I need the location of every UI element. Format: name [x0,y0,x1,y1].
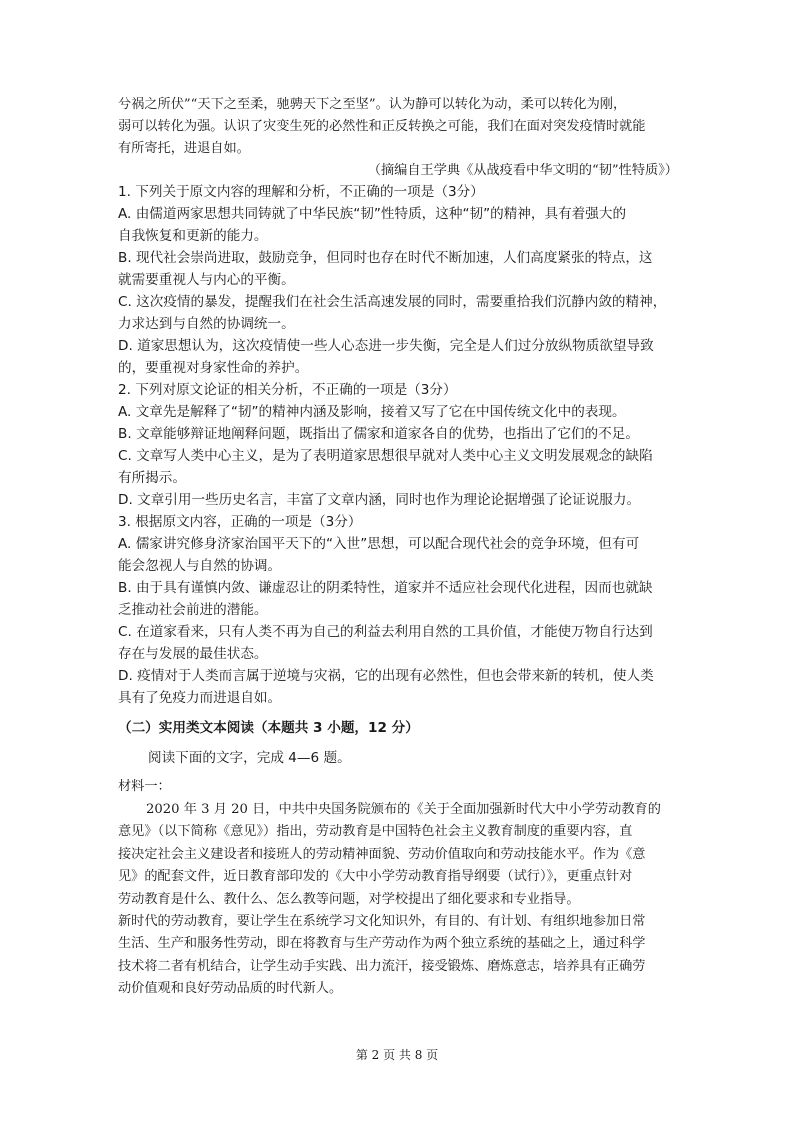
question-option: 就需要重视人与内心的平衡。 [118,272,295,288]
material-line: 劳动教育是什么、教什么、怎么教等问题，对学校提出了细化要求和专业指导。 [118,891,580,907]
question-option: C. 文章写人类中心主义，是为了表明道家思想很早就对人类中心主义文明发展观念的缺陷 [118,448,653,464]
question-stem: 1. 下列关于原文内容的理解和分析，不正确的一项是（3分） [118,184,484,200]
question-option: A. 由儒道两家思想共同铸就了中华民族“韧”性特质，这种“韧”的精神，具有着强大的 [118,206,627,222]
question-option: D. 疫情对于人类而言属于逆境与灾祸，它的出现有必然性，但也会带来新的转机，使人类 [118,668,654,684]
material-line: 技术将二者有机结合，让学生动手实践、出力流汗，接受锻炼、磨炼意志，培养具有正确劳 [118,958,646,974]
page-number: 第 2 页 共 8 页 [355,1048,439,1062]
question-stem: 2. 下列对原文论证的相关分析，不正确的一项是（3分） [118,382,457,398]
material-line: 新时代的劳动教育，要让学生在系统学习文化知识外，有目的、有计划、有组织地参加日常 [118,914,646,930]
question-option: 乏推动社会前进的潜能。 [118,602,268,618]
question-option: C. 在道家看来，只有人类不再为自己的利益去利用自然的工具价值，才能使万物自行达到 [118,624,653,640]
question-option: 自我恢复和更新的能力。 [118,228,268,244]
question-option: B. 现代社会崇尚进取，鼓励竞争，但同时也存在时代不断加速，人们高度紧张的特点，这 [118,250,653,266]
question-list [118,181,678,709]
material-line: 动价值观和良好劳动品质的时代新人。 [118,981,343,997]
material-line: 见》的配套文件，近日教育部印发的《大中小学劳动教育指导纲要（试行）》，更重点针对 [118,869,633,885]
question-option: 力求达到与自然的协调统一。 [118,316,295,332]
question-option: A. 儒家讲究修身济家治国平天下的“入世”思想，可以配合现代社会的竞争环境，但有可 [118,536,640,552]
material-label: 材料一： [118,779,171,794]
question-option: A. 文章先是解释了“韧”的精神内涵及影响，接着又写了它在中国传统文化中的表现。 [118,404,626,420]
source-citation: （摘编自王学典《从战疫看中华文明的“韧”性特质》） [367,163,678,178]
section-instruction: 阅读下面的文字，完成 4—6 题。 [148,750,351,766]
question-option: 能会忽视人与自然的协调。 [118,558,282,574]
material-body [118,799,678,1001]
material-line: 生活、生产和服务性劳动，即在将教育与生产劳动作为两个独立系统的基础之上，通过科学 [118,936,646,952]
question-option: 有所揭示。 [118,470,186,486]
material-line: 2020 年 3 月 20 日，中共中央国务院颁布的《关于全面加强新时代大中小学劳动教育的 [146,802,661,817]
question-option: B. 由于具有谨慎内敛、谦虚忍让的阴柔特性，道家并不适应社会现代化进程，因而也就缺 [118,580,653,596]
question-option: B. 文章能够辩证地阐释问题，既指出了儒家和道家各自的优势，也指出了它们的不足。 [118,426,639,442]
intro-line: 有所寄托，进退自如。 [118,141,250,157]
question-option: C. 这次疫情的暴发，提醒我们在社会生活高速发展的同时，需要重拾我们沉静内敛的精神， [118,294,667,310]
intro-paragraph [118,94,678,161]
section-heading: （二）实用类文本阅读（本题共 3 小题，12 分） [118,720,419,736]
material-line: 接决定社会主义建设者和接班人的劳动精神面貌、劳动价值取向和劳动技能水平。作为《意 [118,846,646,862]
question-stem: 3. 根据原文内容，正确的一项是（3分） [118,514,362,530]
material-line: 意见》（以下简称《意见》）指出，劳动教育是中国特色社会主义教育制度的重要内容，直 [118,824,633,840]
question-option: 的，要重视对身家性命的养护。 [118,360,309,376]
question-option: 具有了免疫力而进退自如。 [118,690,282,706]
question-option: D. 道家思想认为，这次疫情使一些人心态进一步失衡，完全是人们过分放纵物质欲望导致 [118,338,654,354]
question-option: 存在与发展的最佳状态。 [118,646,268,662]
intro-line: 兮祸之所伏”“天下之至柔，驰骋天下之至坚”。认为静可以转化为动，柔可以转化为刚， [118,97,627,112]
intro-line: 弱可以转化为强。认识了灾变生死的必然性和正反转换之可能，我们在面对突发疫情时就能 [118,119,646,135]
question-option: D. 文章引用一些历史名言，丰富了文章内涵，同时也作为理论论据增强了论证说服力。 [118,492,641,508]
